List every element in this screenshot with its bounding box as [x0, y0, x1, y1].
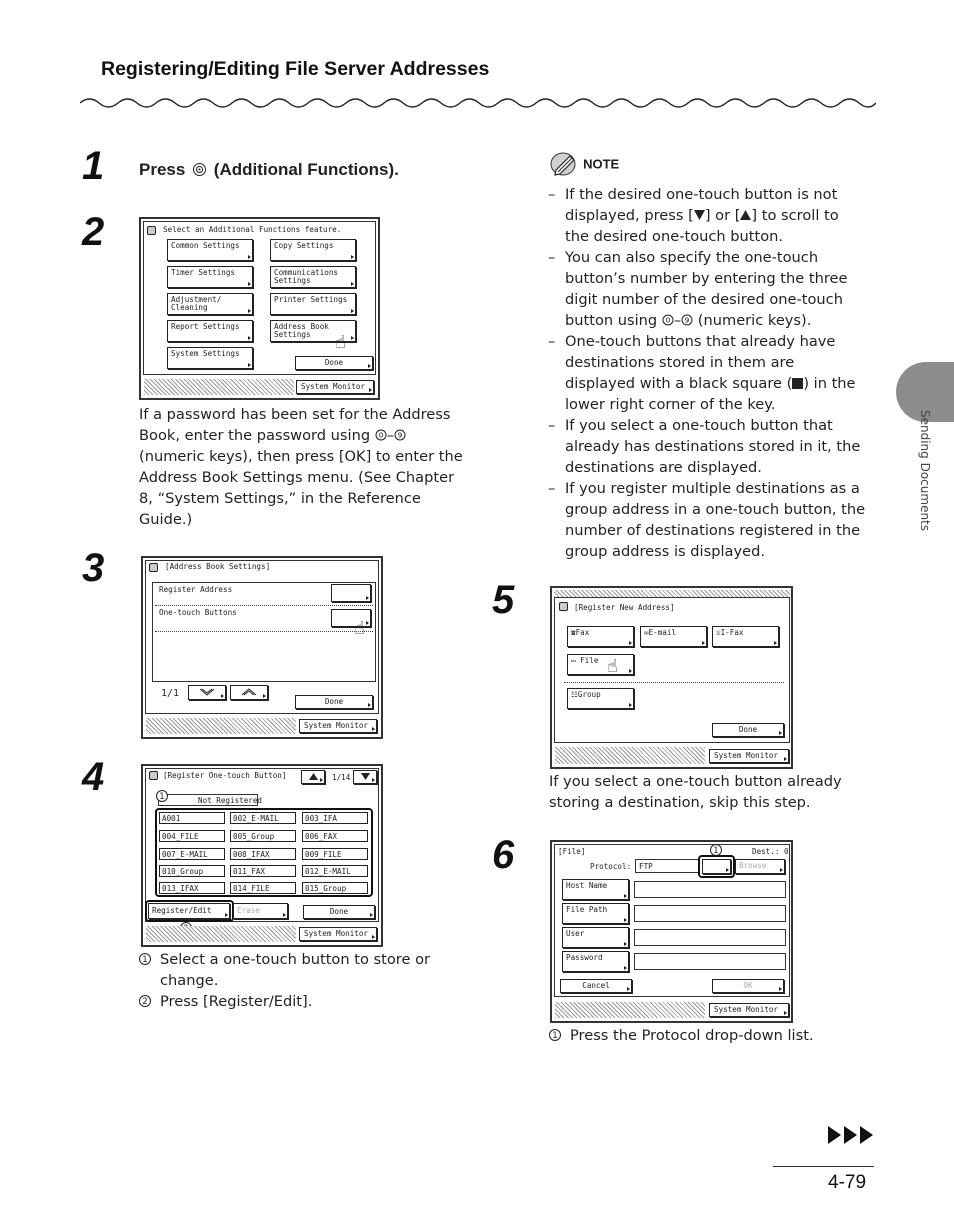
- step-1-additional-functions: (Additional Functions).: [213, 160, 399, 179]
- user-field[interactable]: [634, 929, 786, 946]
- step-number-3: 3: [82, 546, 105, 590]
- system-monitor-button[interactable]: System Monitor: [299, 719, 377, 733]
- status-stripe: [555, 1002, 705, 1018]
- chevron-up-icon: [241, 688, 257, 696]
- screen-additional-functions: [139, 217, 380, 400]
- step-1-instruction: [139, 160, 399, 180]
- host-name-field[interactable]: [634, 881, 786, 898]
- file-label: File: [580, 656, 599, 665]
- svg-text:0: 0: [665, 316, 671, 325]
- not-registered-text: Not Registered: [198, 796, 263, 805]
- cancel-button[interactable]: Cancel: [560, 979, 632, 993]
- scroll-up-button[interactable]: [230, 685, 268, 700]
- note-item: [548, 415, 866, 478]
- chevron-down-icon: [199, 688, 215, 696]
- fax-button[interactable]: [567, 626, 634, 647]
- timer-settings-button[interactable]: Timer Settings: [167, 266, 253, 288]
- step-4-note-1: [139, 949, 459, 991]
- key-0-icon: [662, 314, 674, 326]
- one-touch-cell[interactable]: 009_FILE: [302, 848, 368, 860]
- done-button[interactable]: Done: [295, 695, 373, 709]
- callout-1: 1: [710, 844, 722, 856]
- note-item-2-a: You can also specify the one-touch button’s number by entering the three digit number of the desired one-touch button using: [565, 249, 848, 329]
- one-touch-buttons-row[interactable]: One-touch Buttons: [159, 608, 237, 617]
- one-touch-cell[interactable]: 015_Group: [302, 882, 368, 894]
- status-stripe: [146, 926, 296, 942]
- note-item: [548, 247, 866, 331]
- note-item-1-a: If the desired one-touch button is not displayed, press [: [565, 186, 838, 224]
- one-touch-cell[interactable]: 011_FAX: [230, 865, 296, 877]
- email-icon: ✉: [644, 628, 649, 637]
- one-touch-buttons-button[interactable]: [331, 609, 371, 627]
- screen-address-book-settings: [141, 556, 383, 739]
- user-button[interactable]: User: [562, 927, 629, 948]
- note-mark-1: 1: [549, 1029, 561, 1041]
- triangle-down-icon: [694, 210, 705, 220]
- one-touch-cell[interactable]: 010_Group: [159, 865, 225, 877]
- triangle-down-icon: [361, 773, 370, 780]
- step-4-notes: [139, 949, 459, 1012]
- scroll-down-button[interactable]: [188, 685, 226, 700]
- pencil-note-icon: [550, 152, 578, 176]
- key-0-icon: [375, 429, 387, 441]
- note-item-5: If you register multiple destinations as a group address in a one-touch button, the number of destinations registered in the group address is displayed.: [565, 480, 866, 560]
- step-6-note: [549, 1025, 869, 1046]
- printer-settings-button[interactable]: Printer Settings: [270, 293, 356, 315]
- communications-settings-button[interactable]: Communications Settings: [270, 266, 356, 288]
- browse-button[interactable]: Browse: [735, 859, 785, 874]
- screen-register-new-address: [550, 586, 793, 769]
- pointing-hand-icon: ☝: [354, 618, 365, 639]
- copy-settings-button[interactable]: Copy Settings: [270, 239, 356, 261]
- note-item-3-a: One-touch buttons that already have destinations stored in them are displayed with a black square (: [565, 333, 836, 392]
- adjustment-cleaning-button[interactable]: Adjustment/ Cleaning: [167, 293, 253, 315]
- note-item-1-b: ] or [: [704, 207, 741, 224]
- numeric-keys-range: 0 – 9: [375, 427, 406, 444]
- callout-1: 1: [156, 790, 168, 802]
- one-touch-cell[interactable]: 012_E-MAIL: [302, 865, 368, 877]
- status-stripe: [555, 747, 705, 764]
- gear-icon: [149, 563, 158, 572]
- system-monitor-button[interactable]: System Monitor: [709, 749, 789, 763]
- password-button[interactable]: Password: [562, 951, 629, 972]
- destination-count: Dest.: 0: [752, 847, 789, 856]
- system-monitor-button[interactable]: System Monitor: [709, 1003, 789, 1017]
- file-path-button[interactable]: File Path: [562, 903, 629, 924]
- ifax-label: I-Fax: [720, 628, 744, 637]
- note-2-text: Press [Register/Edit].: [160, 993, 313, 1010]
- step-6-note-text: Press the Protocol drop-down list.: [570, 1027, 814, 1044]
- done-button[interactable]: Done: [295, 356, 373, 370]
- ifax-button[interactable]: [712, 626, 779, 647]
- fax-label: Fax: [575, 628, 590, 637]
- scroll-up-button[interactable]: [301, 770, 325, 784]
- black-square-icon: [792, 378, 803, 389]
- note-item: [548, 478, 866, 562]
- key-9-icon: [394, 429, 406, 441]
- continue-arrows-icon: [828, 1125, 874, 1145]
- additional-functions-icon: [192, 162, 207, 177]
- ifax-icon: ☏: [716, 628, 721, 637]
- page-indicator: 1/1: [161, 688, 180, 699]
- email-button[interactable]: [640, 626, 707, 647]
- step-number-6: 6: [492, 833, 515, 877]
- step-number-2: 2: [82, 210, 105, 254]
- step-4-note-2: [139, 991, 459, 1012]
- screen-title: [Register One-touch Button]: [163, 771, 287, 780]
- note-1-text: Select a one-touch button to store or change.: [160, 951, 431, 989]
- register-edit-button[interactable]: Register/Edit: [148, 903, 230, 919]
- key-9-icon: [681, 314, 693, 326]
- one-touch-cell[interactable]: 007_E-MAIL: [159, 848, 225, 860]
- gear-icon: [149, 771, 158, 780]
- screen-title: Select an Additional Functions feature.: [163, 225, 342, 234]
- footer-rule: [773, 1166, 874, 1167]
- one-touch-cell[interactable]: 013_IFAX: [159, 882, 225, 894]
- protocol-label: Protocol:: [590, 862, 632, 871]
- step-2-text-b: (numeric keys), then press [OK] to enter the Address Book Settings menu. (See Chapter 8, “System Settings,” in the Reference Guide.): [139, 448, 463, 528]
- group-button[interactable]: [567, 688, 634, 709]
- note-item-3-b: ) in the lower right corner of the key.: [565, 375, 856, 413]
- note-item-1-c: ] to scroll to the desired one-touch button.: [565, 207, 839, 245]
- done-button[interactable]: Done: [303, 905, 375, 919]
- one-touch-cell[interactable]: 006_FAX: [302, 830, 368, 842]
- page-indicator: 1/14: [332, 773, 351, 782]
- gear-icon: [559, 602, 568, 611]
- group-label: Group: [577, 690, 601, 699]
- system-settings-button[interactable]: System Settings: [167, 347, 253, 369]
- step-2-text-a: If a password has been set for the Address Book, enter the password using: [139, 406, 451, 444]
- system-monitor-button[interactable]: System Monitor: [296, 380, 374, 394]
- note-mark-1: 1: [139, 953, 151, 965]
- screen-title: [File]: [558, 847, 586, 856]
- svg-text:0: 0: [378, 431, 383, 440]
- system-monitor-button[interactable]: System Monitor: [299, 927, 377, 941]
- address-book-settings-button[interactable]: Address Book Settings: [270, 320, 356, 342]
- note-item: [548, 331, 866, 415]
- section-title: Registering/Editing File Server Addresses: [101, 58, 490, 80]
- note-mark-2: 2: [139, 995, 151, 1007]
- note-item: [548, 184, 866, 247]
- gear-icon: [147, 226, 156, 235]
- one-touch-cell[interactable]: A001: [159, 812, 225, 824]
- file-icon: ▭: [571, 656, 576, 665]
- scroll-down-button[interactable]: [353, 770, 377, 784]
- email-label: E-mail: [648, 628, 677, 637]
- status-stripe: [144, 379, 294, 395]
- screen-file: [550, 840, 793, 1023]
- step-2-body: [139, 404, 464, 530]
- svg-text:9: 9: [684, 316, 690, 325]
- fax-icon: ☎: [571, 628, 576, 637]
- note-header: [550, 152, 619, 176]
- one-touch-cell[interactable]: 003_IFA: [302, 812, 368, 824]
- host-name-button[interactable]: Host Name: [562, 879, 629, 900]
- erase-button[interactable]: Erase: [233, 903, 288, 919]
- step-number-5: 5: [492, 578, 515, 622]
- screen-title: [Register New Address]: [574, 603, 675, 612]
- background-window-stripe: [554, 590, 790, 597]
- common-settings-button[interactable]: Common Settings: [167, 239, 253, 261]
- ok-button[interactable]: OK: [712, 979, 784, 993]
- step-1-press: Press: [139, 160, 186, 179]
- screen-title: [Address Book Settings]: [165, 562, 271, 571]
- one-touch-cell[interactable]: 002_E-MAIL: [230, 812, 296, 824]
- one-touch-cell[interactable]: 005_Group: [230, 830, 296, 842]
- register-address-row[interactable]: Register Address: [159, 585, 233, 594]
- pointing-hand-icon: ☝: [607, 656, 618, 677]
- group-icon: ☷: [571, 690, 578, 699]
- step-number-1: 1: [82, 144, 105, 188]
- screen-register-one-touch: [141, 764, 383, 947]
- side-tab-label: Sending Documents: [918, 410, 932, 532]
- pointing-hand-icon: ☝: [335, 332, 346, 353]
- step-5-body: If you select a one-touch button already storing a destination, skip this step.: [549, 773, 842, 811]
- file-button[interactable]: [567, 654, 634, 675]
- note-list: [548, 184, 866, 562]
- protocol-dropdown-button[interactable]: [702, 859, 731, 874]
- status-stripe: [146, 718, 296, 734]
- triangle-up-icon: [740, 210, 751, 220]
- register-address-button[interactable]: [331, 584, 371, 602]
- report-settings-button[interactable]: Report Settings: [167, 320, 253, 342]
- triangle-up-icon: [309, 773, 318, 780]
- one-touch-cell[interactable]: 004_FILE: [159, 830, 225, 842]
- numeric-keys-range: 0 – 9: [662, 312, 693, 329]
- one-touch-cell[interactable]: 008_IFAX: [230, 848, 296, 860]
- protocol-value[interactable]: FTP: [635, 859, 700, 873]
- page-number: 4-79: [828, 1172, 867, 1193]
- done-button[interactable]: Done: [712, 723, 784, 737]
- svg-text:9: 9: [397, 431, 403, 440]
- note-item-4: If you select a one-touch button that already has destinations stored in it, the destinations are displayed.: [565, 417, 861, 476]
- wavy-divider: [80, 92, 876, 114]
- one-touch-cell[interactable]: 014_FILE: [230, 882, 296, 894]
- file-path-field[interactable]: [634, 905, 786, 922]
- note-item-2-b: (numeric keys).: [697, 312, 812, 329]
- step-number-4: 4: [82, 755, 105, 799]
- note-label: NOTE: [583, 156, 620, 172]
- password-field[interactable]: [634, 953, 786, 970]
